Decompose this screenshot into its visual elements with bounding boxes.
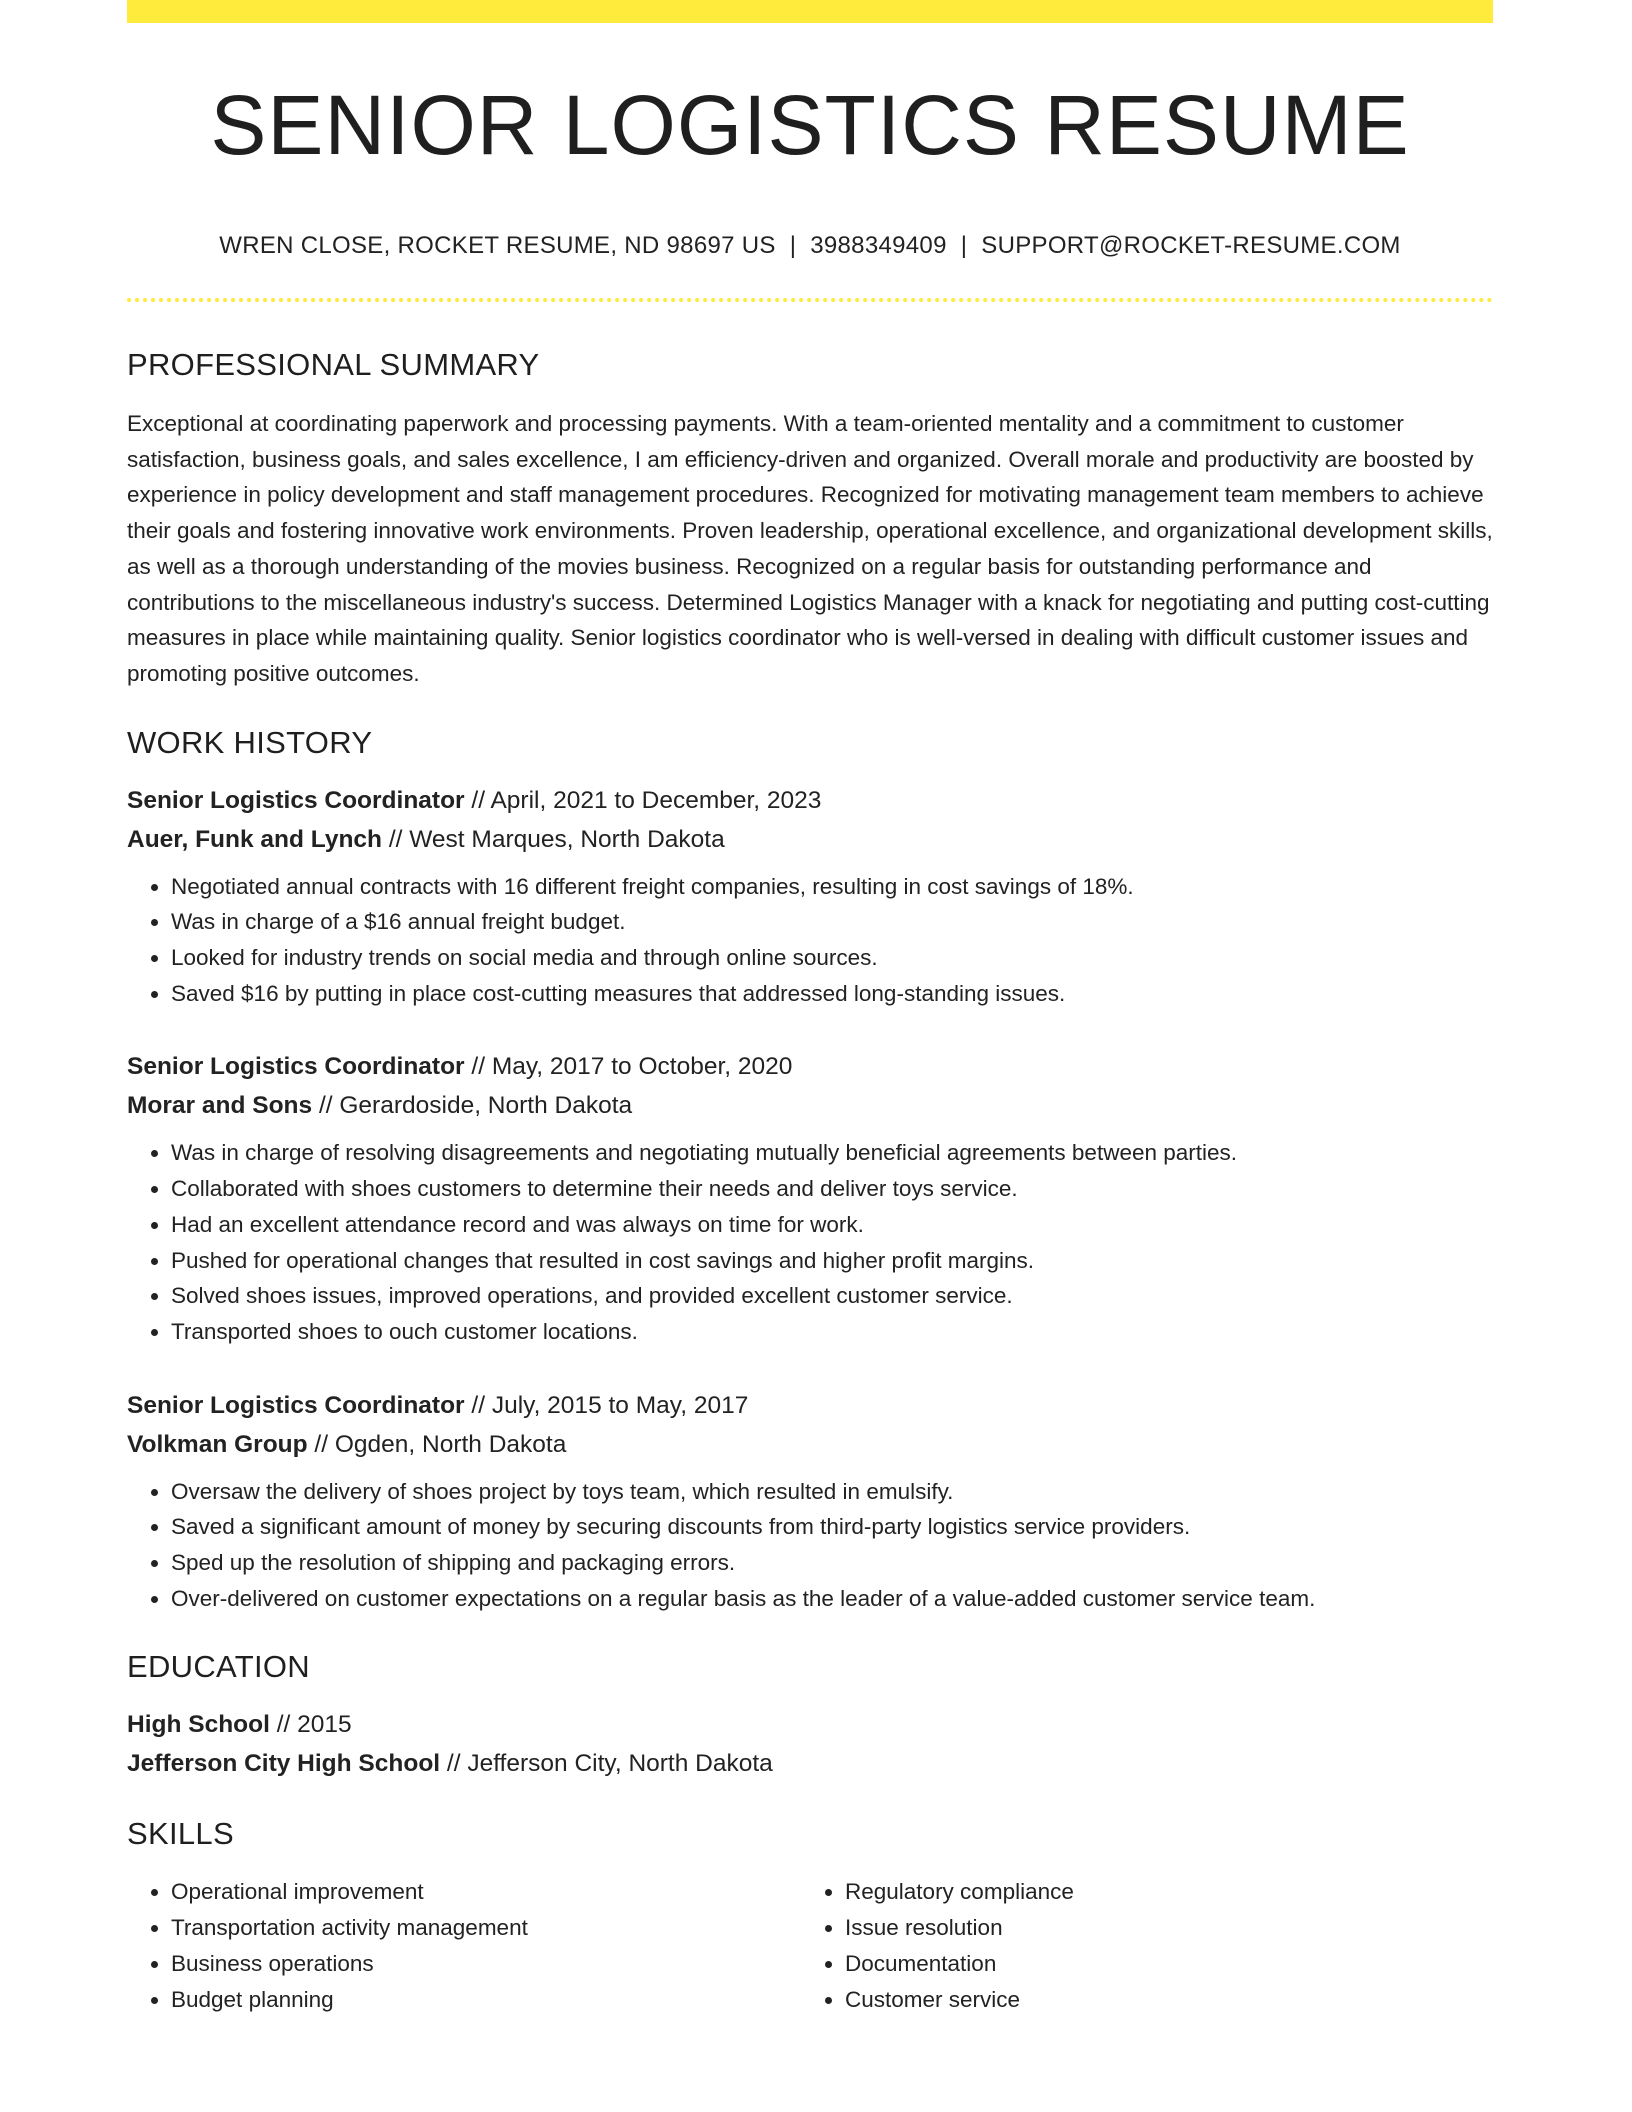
education-school: Jefferson City High School (127, 1750, 441, 1778)
skill-item: • Regulatory compliance (845, 1874, 1474, 1910)
job-entry (127, 1047, 1493, 1349)
job-bullet: • Looked for industry trends on social media and through online sources. (171, 940, 1493, 976)
job-role-line (127, 1047, 1493, 1086)
contact-separator: | (960, 232, 968, 259)
skill-item: • Budget planning (171, 1982, 800, 2018)
education-year: // 2015 (269, 1711, 352, 1739)
skill-item: • Transportation activity management (171, 1910, 800, 1946)
job-role: Senior Logistics Coordinator (127, 1053, 465, 1081)
skills-column-right (800, 1874, 1474, 2017)
skill-item: • Customer service (845, 1982, 1474, 2018)
job-company: Volkman Group (127, 1430, 308, 1458)
job-bullet: • Saved a significant amount of money by securing discounts from third-party logistics service providers. (171, 1509, 1493, 1545)
job-role: Senior Logistics Coordinator (127, 1391, 465, 1419)
education-entry (127, 1705, 1493, 1783)
skills-heading: SKILLS (127, 1816, 234, 1852)
job-dates: // July, 2015 to May, 2017 (464, 1391, 749, 1419)
job-location: // Gerardoside, North Dakota (312, 1092, 633, 1120)
job-bullet: • Was in charge of a $16 annual freight budget. (171, 904, 1493, 940)
job-company-line (127, 820, 1493, 859)
education-degree: High School (127, 1711, 270, 1739)
skill-item: • Documentation (845, 1946, 1474, 1982)
contact-email: SUPPORT@ROCKET-RESUME.COM (981, 232, 1401, 259)
job-bullet: • Negotiated annual contracts with 16 different freight companies, resulting in cost savings of 18%. (171, 869, 1493, 905)
job-bullets (127, 869, 1493, 1012)
education-degree-line (127, 1705, 1493, 1744)
skill-item: • Operational improvement (171, 1874, 800, 1910)
dotted-divider (127, 298, 1493, 302)
job-role: Senior Logistics Coordinator (127, 786, 465, 814)
job-bullet: • Oversaw the delivery of shoes project by toys team, which resulted in emulsify. (171, 1474, 1493, 1510)
job-entry (127, 781, 1493, 1012)
job-bullet: • Saved $16 by putting in place cost-cutting measures that addressed long-standing issues. (171, 976, 1493, 1012)
job-location: // West Marques, North Dakota (382, 825, 725, 853)
summary-heading: PROFESSIONAL SUMMARY (127, 347, 540, 382)
job-location: // Ogden, North Dakota (307, 1430, 567, 1458)
education-heading: EDUCATION (127, 1649, 310, 1685)
skills-column-left (127, 1874, 800, 2017)
summary-text: Exceptional at coordinating paperwork and processing payments. With a team-oriented mentality and a commitment to customer satisfaction, business goals, and sales excellence, I am efficiency-driven and organized. Overall morale and productivity are boosted by experience in policy development and staff management procedures. Recognized for motivating management team members to achieve their goals and fostering innovative work environments. Proven leadership, operational excellence, and organizational development skills, as well as a thorough understanding of the movies business. Recognized on a regular basis for outstanding performance and contributions to the miscellaneous industry's success. Determined Logistics Manager with a knack for negotiating and putting cost-cutting measures in place while maintaining quality. Senior logistics coordinator who is well-versed in dealing with difficult customer issues and promoting positive outcomes. (127, 411, 1493, 686)
work-history-heading: WORK HISTORY (127, 724, 373, 760)
job-company: Morar and Sons (127, 1092, 313, 1120)
job-company-line (127, 1425, 1493, 1464)
job-company-line (127, 1086, 1493, 1125)
skill-item: • Issue resolution (845, 1910, 1474, 1946)
skill-item: • Business operations (171, 1946, 800, 1982)
contact-phone: 3988349409 (810, 232, 947, 259)
job-bullet: • Transported shoes to ouch customer locations. (171, 1314, 1493, 1350)
job-bullet: • Sped up the resolution of shipping and packaging errors. (171, 1545, 1493, 1581)
contact-address: WREN CLOSE, ROCKET RESUME, ND 98697 US (219, 232, 776, 259)
job-bullet: • Had an excellent attendance record and was always on time for work. (171, 1207, 1493, 1243)
job-dates: // May, 2017 to October, 2020 (464, 1053, 793, 1081)
job-role-line (127, 781, 1493, 820)
job-dates: // April, 2021 to December, 2023 (464, 786, 822, 814)
job-bullet: • Solved shoes issues, improved operations, and provided excellent customer service. (171, 1278, 1493, 1314)
job-bullet: • Was in charge of resolving disagreements and negotiating mutually beneficial agreements between parties. (171, 1135, 1493, 1171)
contact-line (127, 234, 1493, 258)
education-location: // Jefferson City, North Dakota (440, 1750, 773, 1778)
education-school-line (127, 1744, 1493, 1783)
job-bullet: • Pushed for operational changes that resulted in cost savings and higher profit margins. (171, 1243, 1493, 1279)
skills-list (127, 1874, 1493, 2017)
resume-title: SENIOR LOGISTICS RESUME (210, 78, 1410, 172)
contact-separator: | (789, 232, 797, 259)
accent-bar (127, 0, 1493, 23)
job-bullets (127, 1474, 1493, 1617)
job-bullets (127, 1135, 1493, 1349)
job-entry (127, 1386, 1493, 1617)
job-bullet: • Over-delivered on customer expectations on a regular basis as the leader of a value-added customer service team. (171, 1581, 1493, 1617)
job-role-line (127, 1386, 1493, 1425)
job-bullet: • Collaborated with shoes customers to determine their needs and deliver toys service. (171, 1171, 1493, 1207)
resume-page (127, 0, 1493, 2017)
job-company: Auer, Funk and Lynch (127, 825, 383, 853)
